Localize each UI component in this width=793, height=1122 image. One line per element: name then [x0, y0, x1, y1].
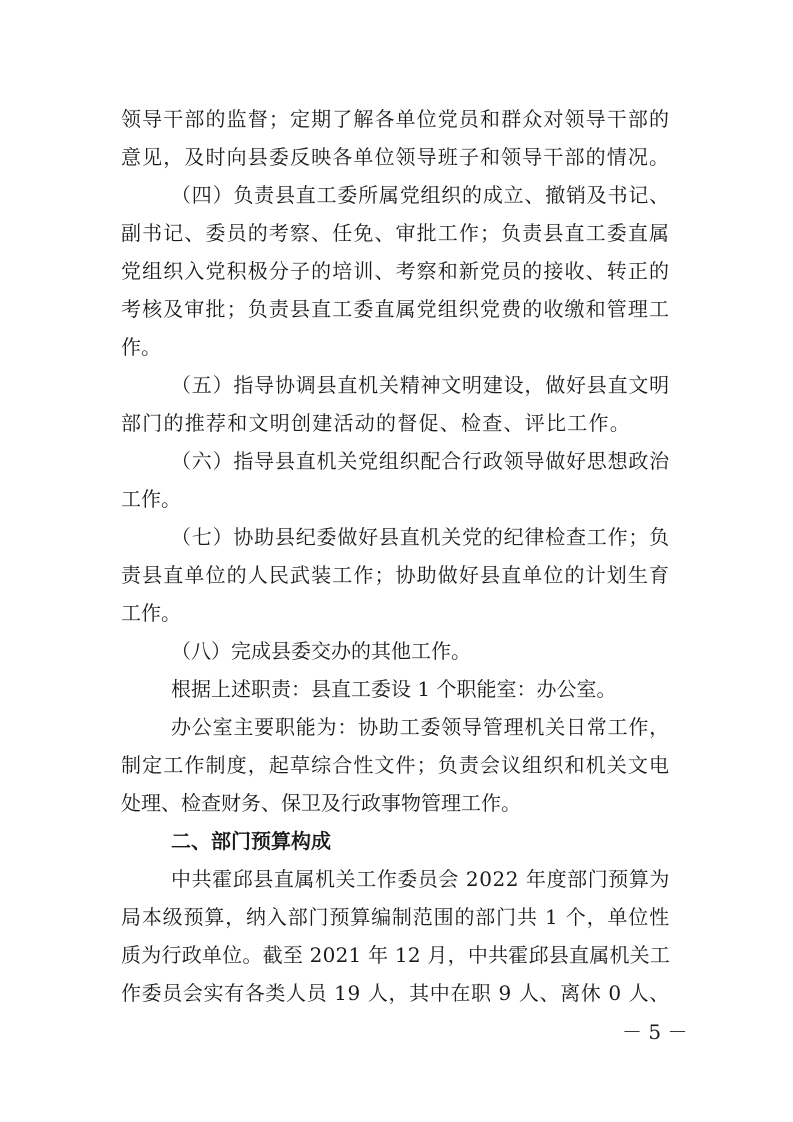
body-line: 处理、检查财务、保卫及行政事物管理工作。	[121, 791, 521, 815]
body-line: 领导干部的监督；定期了解各单位党员和群众对领导干部的	[121, 107, 671, 131]
body-line: 党组织入党积极分子的培训、考察和新党员的接收、转正的	[121, 259, 671, 283]
body-line: 办公室主要职能为：协助工委领导管理机关日常工作，	[171, 715, 670, 739]
body-line: 局本级预算，纳入部门预算编制范围的部门共 1 个，单位性	[121, 905, 670, 929]
page-number: － 5 －	[622, 1020, 688, 1044]
body-line: （八）完成县委交办的其他工作。	[171, 639, 471, 663]
body-line: （七）协助县纪委做好县直机关党的纪律检查工作；负	[171, 525, 670, 549]
body-line: 部门的推荐和文明创建活动的督促、检查、评比工作。	[121, 411, 631, 435]
body-line: 制定工作制度，起草综合性文件；负责会议组织和机关文电	[121, 753, 671, 777]
body-line: （四）负责县直工委所属党组织的成立、撤销及书记、	[171, 183, 670, 207]
body-line: 质为行政单位。截至 2021 年 12 月，中共霍邱县直属机关工	[121, 943, 671, 967]
body-line: （六）指导县直机关党组织配合行政领导做好思想政治	[171, 449, 670, 473]
body-line: 考核及审批；负责县直工委直属党组织党费的收缴和管理工	[121, 297, 671, 321]
section-heading: 二、部门预算构成	[171, 829, 331, 853]
body-line: 作委员会实有各类人员 19 人，其中在职 9 人、离休 0 人、	[121, 981, 670, 1005]
body-line: 意见，及时向县委反映各单位领导班子和领导干部的情况。	[121, 145, 671, 169]
body-line: 作。	[121, 335, 161, 359]
body-line: 工作。	[121, 601, 181, 625]
body-line: 责县直单位的人民武装工作；协助做好县直单位的计划生育	[121, 563, 671, 587]
body-line: 中共霍邱县直属机关工作委员会 2022 年度部门预算为	[171, 867, 671, 891]
body-line: 副书记、委员的考察、任免、审批工作；负责县直工委直属	[121, 221, 671, 245]
body-line: （五）指导协调县直机关精神文明建设，做好县直文明	[171, 373, 670, 397]
body-line: 根据上述职责：县直工委设 1 个职能室：办公室。	[171, 677, 617, 701]
body-line: 工作。	[121, 487, 181, 511]
